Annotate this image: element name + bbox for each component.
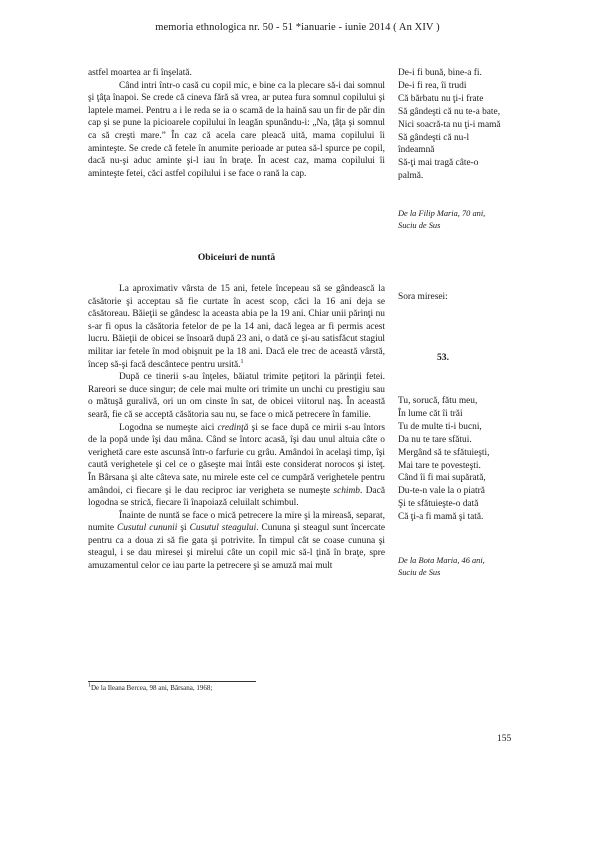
verse-line: În lume căt îi trăi [398,408,463,419]
footnote-text: De la Ileana Bercea, 98 ani, Bârsana, 1968; [91,684,213,692]
text-run: . Cununa şi steagul sunt încercate pentru ca a doua zi să fie gata şi potrivite. În timpul cât se coase cununa şi steagul, i se dau miresei şi mirelui câte un copil mic să-l ţină în braţe, spre amuzamentul celor ce iau parte la petrecere şi se amuză mai mult [88,523,385,572]
verse-line: Şi te sfătuieşte-o dată [398,499,479,510]
paragraph-age [88,283,385,371]
verse-line: De-i fi bună, bine-a fi. [398,68,482,78]
page-number: 155 [497,734,512,744]
footnote-mark: 1 [88,682,91,689]
verse-line: Că ţi-a fi mamă şi tată. [398,512,484,523]
source-line: Suciu de Sus [398,220,441,230]
text-run: Înainte de nuntă se face o mică petrecere la mire şi la mireasă, separat, numite [88,510,385,534]
poem-bottom [398,395,558,524]
term-schimb: schimb [333,485,360,496]
verse-line: Mergând să te sfătuieşti, [398,447,490,458]
paragraph-continued: astfel moartea ar fi înşelată. [88,68,192,78]
text-run: şi se face după ce mirii s-au întors de la popă unde îşi dau mâna. Când se întorc acasă, îşi dau unul altuia câte o verighetă care este ascunsă într-o farfurie cu grâu. Amândoi în acelaşi timp, îşi caută verighetele şi cel ce o găseşte mai întâi este considerat norocos şi isteţ. În Bârsana şi alte câteva sate, nu mirele este cel ce cumpără verighetele pentru amândoi, ci fiecare şi le dau reciproc iar verigheta se numeşte [88,422,385,496]
verse-line: palmă. [398,171,424,182]
verse-line: Tu, sorucă, fătu meu, [398,396,478,406]
verse-line: Să-ţi mai tragă câte-o [398,158,479,169]
sister-label: Sora miresei: [398,292,448,302]
verse-line: Da nu te tare sfătui. [398,434,472,445]
left-column-wedding [88,283,385,573]
verse-line: Du-te-n vale la o piatră [398,486,485,497]
footnote-ref[interactable]: 1 [240,358,244,365]
term-cusutul-steagului: Cusutul steagului [189,523,257,534]
verse-line: Că bărbatu nu ţi-i frate [398,93,484,104]
source-line: De la Bota Maria, 46 ani, [398,556,485,565]
song-number: 53. [437,352,449,363]
text-run: Logodna se numeşte aici [119,422,218,433]
term-credinta: credinţă [217,422,249,433]
footnote [88,684,212,692]
paragraph-suitors: După ce tinerii s-au înţeles, băiatul trimite peţitori la părinţii fetei. Rareori se duce singur; de cele mai multe ori trimite un unchi cu prestigiu sau o mătuşă guralivă, ori un om cinste în sat, de obicei viitorul naş. În această seară, fie că se acceptă căsătoria sau nu, se face o mică petrecere în familie. [88,372,385,420]
poem-top [398,67,558,183]
footnote-divider [88,681,256,682]
source-bottom [398,555,558,578]
running-header: memoria ethnologica nr. 50 - 51 *ianuarie - iunie 2014 ( An XIV ) [155,22,440,33]
section-title: Obiceiuri de nuntă [197,252,276,263]
verse-line: De-i fi rea, îi trudi [398,80,467,91]
paragraph-pre-wedding [88,510,385,573]
source-top [398,208,558,231]
paragraph-engagement [88,422,385,510]
verse-line: îndeamnă [398,145,435,156]
verse-line: Să gândeşti că nu-l [398,132,470,143]
text-run: . Dacă logodna se strică, fiecare îi înapoiază celuilalt schimbul. [88,485,385,509]
source-line: Suciu de Sus [398,567,441,577]
verse-line: Mai tare te povesteşti. [398,460,481,471]
source-line: De la Filip Maria, 70 ani, [398,209,486,218]
verse-line: Tu de multe ti-i bucni, [398,421,482,432]
verse-line: Când îi fi mai supărată, [398,473,486,484]
verse-line: Să gândeşti că nu te-a bate, [398,106,501,117]
left-column-intro [88,67,385,180]
term-cusutul-cununii: Cusutul cununii [117,523,178,534]
paragraph-sleep-custom: Când intri într-o casă cu copil mic, e bine ca la plecare să-i dai somnul şi ţâţa înapoi. Se crede că cineva fără să vrea, ar putea fura somnul copilului şi laptele mamei. Pentru a i le reda se ia o scamă de la haină sau un fir de păr din cap şi se pune la picioarele copilului în leagăn spunându-i: „Na, ţâţa şi somnul ca să creşti mare.” În caz că acela care pleacă uită, mama copilului îi aminteşte. Se crede că fetele în anumite perioade ar putea să-l spurce pe copil, dacă nu-şi aduc aminte şi-l iau în braţe. În acest caz, mama copilului îi aminteşte fetei, căci astfel copilului i se face o rană la cap. [88,80,385,179]
verse-line: Nici soacră-ta nu ţi-i mamă [398,119,501,130]
paragraph-age-text: La aproximativ vârsta de 15 ani, fetele începeau să se gândească la căsătorie şi acceptau să fie curtate în acest scop, căci la 16 ani deja se căsătoreau. Băieţii se gândesc la aceasta abia pe la 19 ani. Chiar unii părinţi nu s-ar fi opus la căsătoria fetelor de pe la 14 ani, dacă legea ar fi permis acest lucru. Băieţii de obicei se însoară după 23 ani, o dată ce şi-au satisfăcut stagiul militar iar fetele în mod obişnuit pe la 18 ani. Dacă ele trec de această vârstă, încep să-şi facă descântece pentru ursită. [88,284,385,370]
text-run: şi [177,523,190,534]
